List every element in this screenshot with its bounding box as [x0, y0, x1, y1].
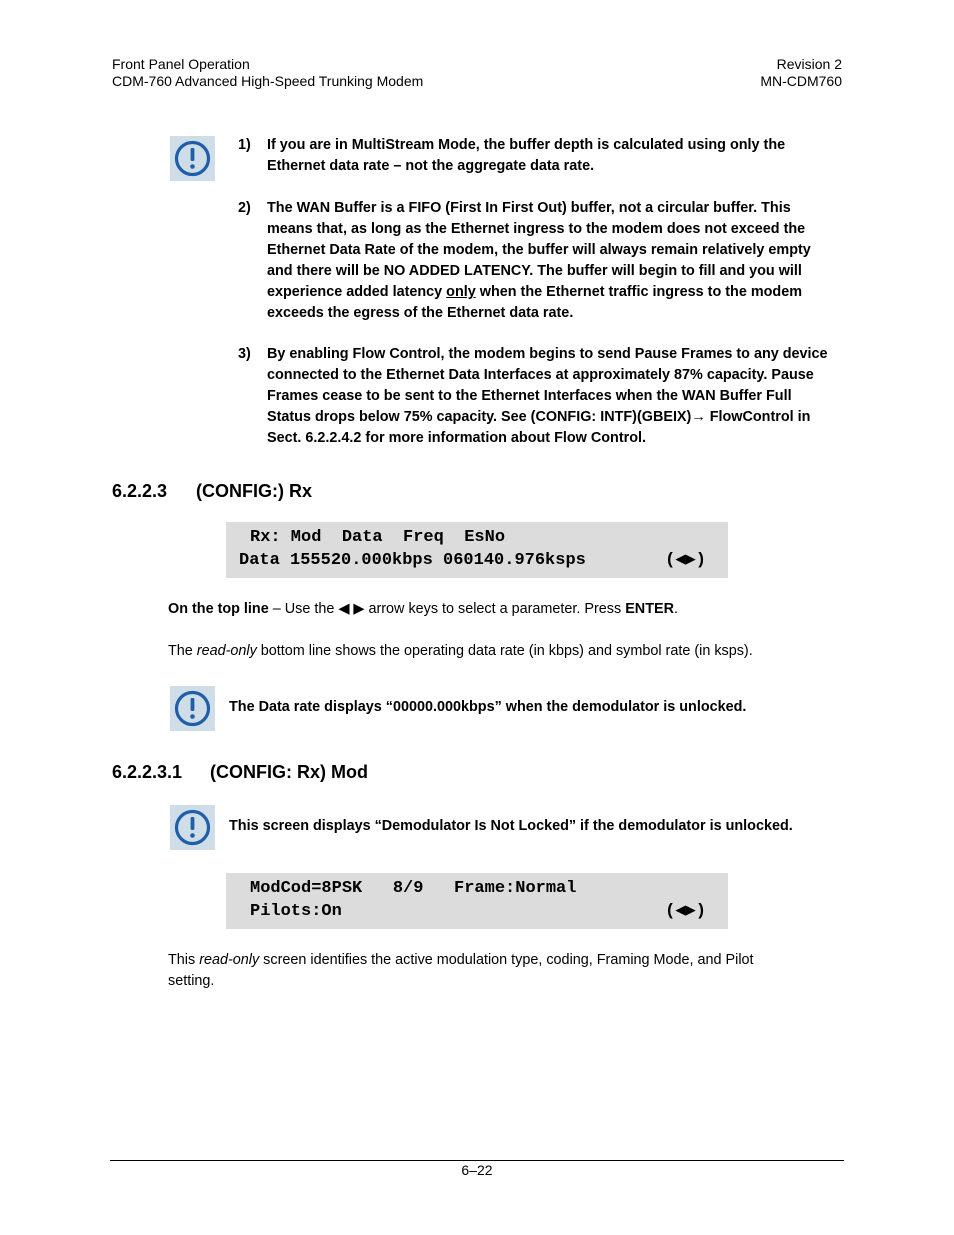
- lcd-line-2: Pilots:On: [250, 902, 342, 921]
- notice-icon: [170, 805, 215, 850]
- page-number: 6–22: [461, 1162, 493, 1178]
- header-right: [760, 56, 842, 90]
- note-data-rate: The Data rate displays “00000.000kbps” when the demodulator is unlocked.: [229, 699, 747, 715]
- note-text: By enabling Flow Control, the modem begins to send Pause Frames to any device connected to the Ethernet Data Interfaces at approximately 87% capacity. Pause Frames cease to be sent to the Ethernet Interfaces when the WAN Buffer Full Status drops below 75% capacity. See (CONFIG: INTF)(GBEIX)→ FlowControl in Sect. 6.2.2.4.2 for more information about Flow Control.: [267, 346, 828, 446]
- lcd-display-rx: [226, 522, 728, 578]
- section-title: (CONFIG:) Rx: [196, 481, 312, 501]
- body-text: This: [168, 952, 200, 968]
- notice-icon: [170, 136, 215, 181]
- footer-divider: [110, 1160, 844, 1161]
- section-heading-rx: [112, 480, 312, 502]
- arrow-keys-icon: ◀ ▶: [338, 601, 365, 617]
- body-text: The: [168, 643, 197, 659]
- lcd-line-2: Data 155520.000kbps 060140.976ksps: [239, 551, 586, 570]
- paragraph-line: setting.: [168, 973, 215, 989]
- body-text: .: [673, 601, 678, 617]
- section-title: (CONFIG: Rx) Mod: [210, 762, 368, 782]
- emphasis-text: On the top line: [168, 601, 269, 617]
- section-number: 6.2.2.3: [112, 481, 168, 501]
- note-demod-locked: This screen displays “Demodulator Is Not Locked” if the demodulator is unlocked.: [229, 818, 793, 834]
- lcd-line-1: ModCod=8PSK 8/9 Frame:Normal: [250, 879, 577, 898]
- note-number: 3): [238, 346, 251, 362]
- note-text-part: The WAN Buffer is a FIFO (First In First Out) buffer, not a circular buffer. This means that, as long as the Ethernet ingress to the modem does not exceed the Ethernet Data Rate of the modem, the buffer will always remain relatively empty and there will be NO ADDED LATENCY. The buffer will begin to fill and you will experience added latency: [267, 200, 811, 300]
- italic-text: read-only: [199, 952, 260, 968]
- lcd-display-mod: [226, 873, 728, 929]
- header-doc-number: MN-CDM760: [760, 73, 842, 89]
- note-text: [267, 198, 837, 324]
- note-number: 1): [238, 137, 251, 153]
- section-heading-mod: [112, 761, 368, 783]
- body-text: bottom line shows the operating data rate (in kbps) and symbol rate (in ksps).: [256, 643, 753, 659]
- lcd-line-1: Rx: Mod Data Freq EsNo: [250, 528, 506, 547]
- notice-icon: [170, 686, 215, 731]
- lcd-arrows-icon: (◀▶): [665, 902, 706, 921]
- note-text: If you are in MultiStream Mode, the buffer depth is calculated using only the Ethernet data rate – not the aggregate data rate.: [267, 137, 786, 174]
- lcd-arrows-icon: (◀▶): [665, 551, 706, 570]
- header-chapter: Front Panel Operation: [112, 56, 250, 72]
- section-number: 6.2.2.3.1: [112, 762, 183, 782]
- paragraph-top-line: [168, 599, 848, 620]
- italic-text: read-only: [196, 643, 257, 659]
- note-text-part: when the Ethernet traffic ingress to the modem exceeds the egress of the Ethernet data rate.: [267, 284, 803, 321]
- body-text: – Use the: [268, 601, 339, 617]
- note-emphasis: only: [446, 284, 476, 300]
- paragraph-mod-description: [168, 950, 848, 992]
- header-revision: Revision 2: [776, 56, 842, 72]
- paragraph-read-only: [168, 641, 848, 662]
- header-left: [112, 56, 423, 90]
- body-text: screen identifies the active modulation type, coding, Framing Mode, and Pilot: [259, 952, 754, 968]
- note-number: 2): [238, 200, 251, 216]
- enter-key-label: ENTER: [625, 601, 674, 617]
- body-text: arrow keys to select a parameter. Press: [364, 601, 626, 617]
- paragraph-line: [168, 950, 848, 971]
- header-product: CDM-760 Advanced High-Speed Trunking Modem: [112, 73, 424, 89]
